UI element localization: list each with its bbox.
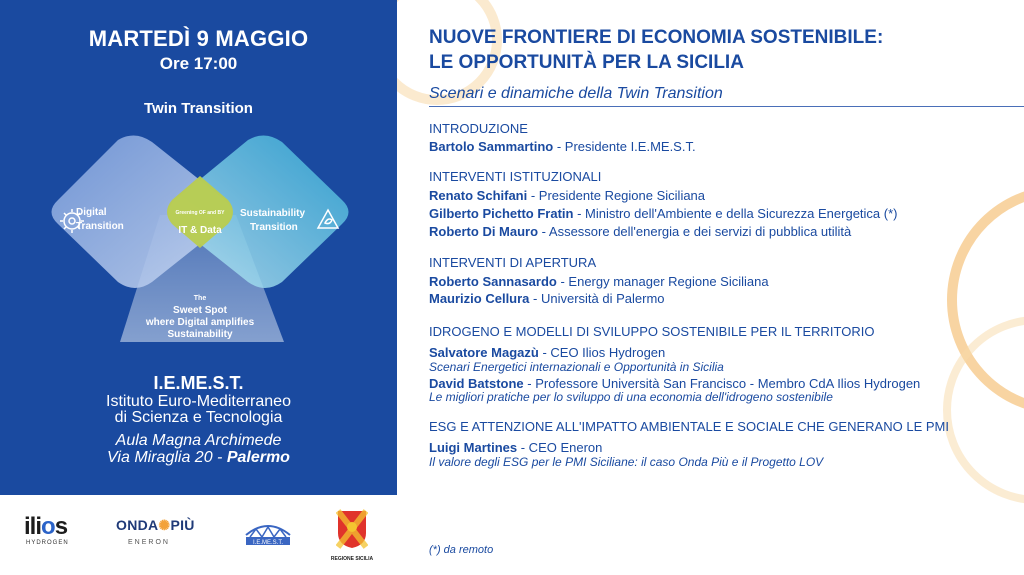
speaker-line: Salvatore Magazù - CEO Ilios Hydrogen <box>429 345 666 360</box>
org-name: I.E.ME.S.T. <box>153 373 244 393</box>
section-heading: INTERVENTI ISTITUZIONALI <box>429 169 602 184</box>
partner-logos <box>0 495 397 575</box>
center-main-label: IT & Data <box>178 225 222 236</box>
speaker-line: Gilberto Pichetto Fratin - Ministro dell'Ambiente e della Sicurezza Energetica (*) <box>429 206 898 221</box>
svg-text:I.E.ME.S.T.: I.E.ME.S.T. <box>252 540 284 546</box>
event-time: Ore 17:00 <box>159 54 238 73</box>
iemest-logo <box>240 515 296 551</box>
speaker-line: Luigi Martines - CEO Eneron <box>429 440 603 455</box>
speaker-line: Bartolo Sammartino - Presidente I.E.ME.S.T. <box>429 139 696 154</box>
speaker-line: Maurizio Cellura - Università di Palermo <box>429 291 665 306</box>
talk-title: Le migliori pratiche per lo sviluppo di una economia dell'idrogeno sostenibile <box>429 390 833 404</box>
venue-name: Aula Magna Archimede <box>115 432 282 449</box>
regione-sicilia-logo: REGIONE SICILIA <box>330 509 374 562</box>
onda-piu-logo: ONDA✺PIÙ ENERON <box>116 517 195 546</box>
sustainability-label: Sustainability Transition <box>240 208 306 233</box>
org-subtitle-2: di Scienza e Tecnologia <box>114 409 283 426</box>
ilios-hydrogen-logo: ilios HYDROGEN <box>24 513 69 546</box>
event-info-panel <box>0 0 397 495</box>
talk-title: Scenari Energetici internazionali e Opportunità in Sicilia <box>429 360 724 374</box>
event-title-line2: LE OPPORTUNITÀ PER LA SICILIA <box>429 52 744 73</box>
section-heading: INTRODUZIONE <box>429 121 528 136</box>
center-small-label: Greening OF and BY <box>175 210 225 216</box>
event-date: MARTEDÌ 9 MAGGIO <box>88 26 309 51</box>
section-heading: IDROGENO E MODELLI DI SVILUPPO SOSTENIBILE PER IL TERRITORIO <box>429 324 875 339</box>
digital-label: Digital Transition <box>76 207 124 232</box>
sweet-spot-label: The Sweet Spot where Digital amplifies Sustainability <box>145 295 255 340</box>
speaker-line: Roberto Di Mauro - Assessore dell'energia e dei servizi di pubblica utilità <box>429 224 852 239</box>
speaker-line: Renato Schifani - Presidente Regione Siciliana <box>429 188 706 203</box>
org-subtitle-1: Istituto Euro-Mediterraneo <box>106 393 291 410</box>
speaker-line: Roberto Sannasardo - Energy manager Regione Siciliana <box>429 274 769 289</box>
venue-address: Via Miraglia 20 - Palermo <box>107 449 290 466</box>
event-title-line1: NUOVE FRONTIERE DI ECONOMIA SOSTENIBILE: <box>429 27 884 48</box>
speaker-line: David Batstone - Professore Università San Francisco - Membro CdA Ilios Hydrogen <box>429 376 921 391</box>
section-heading: INTERVENTI DI APERTURA <box>429 255 597 270</box>
diagram-title: Twin Transition <box>144 100 253 117</box>
section-heading: ESG E ATTENZIONE ALL'IMPATTO AMBIENTALE E SOCIALE CHE GENERANO LE PMI <box>429 419 949 434</box>
talk-title: Il valore degli ESG per le PMI Siciliane: il caso Onda Più e il Progetto LOV <box>429 455 824 469</box>
remote-note: (*) da remoto <box>429 544 494 556</box>
divider <box>429 106 1024 107</box>
event-subtitle: Scenari e dinamiche della Twin Transition <box>429 85 723 102</box>
